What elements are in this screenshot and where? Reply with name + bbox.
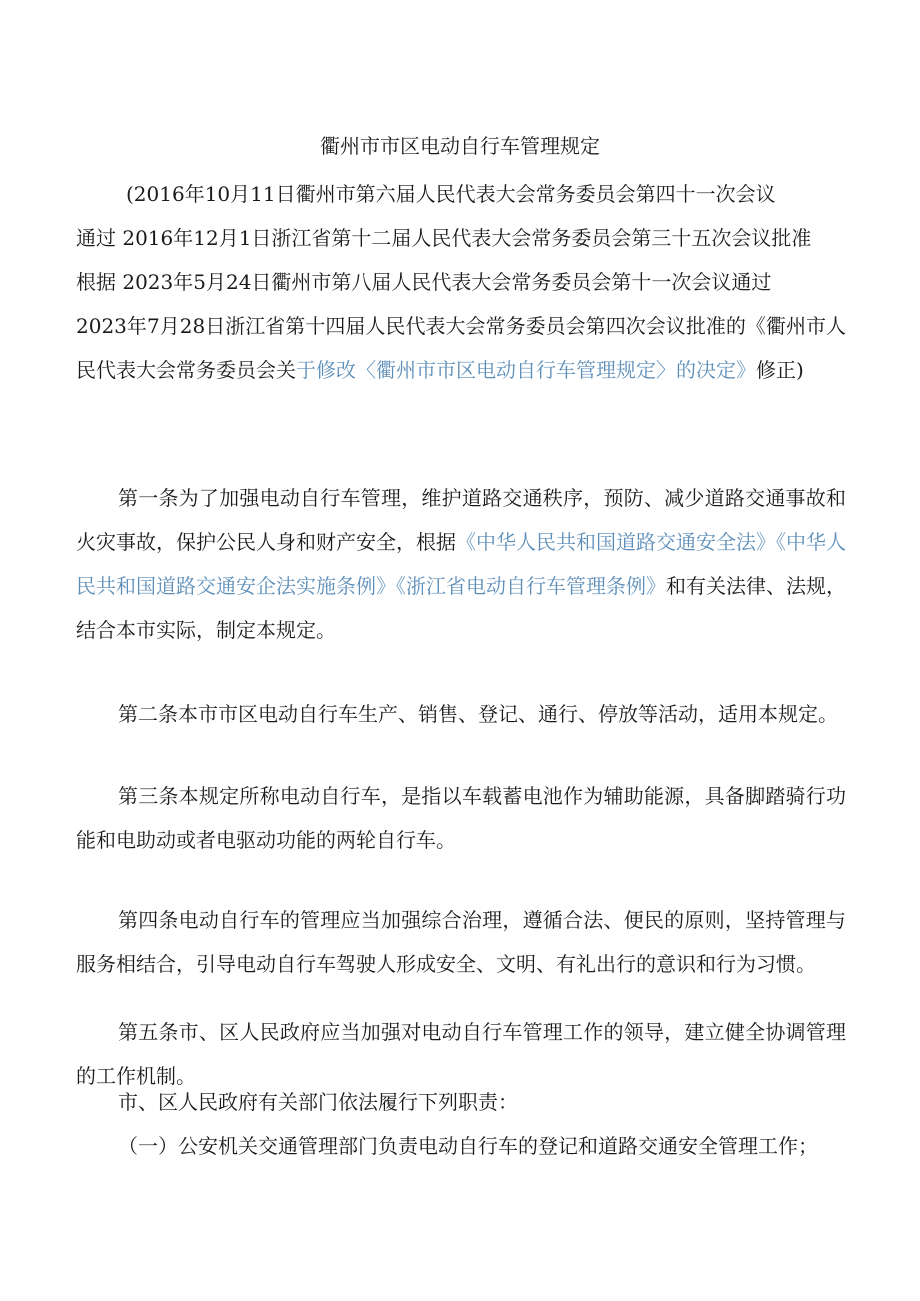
article-4: 第四条电动自行车的管理应当加强综合治理，遵循合法、便民的原则，坚持管理与服务相结合，引导电动自行车驾驶人形成安全、文明、有礼出行的意识和行为习惯。: [76, 908, 846, 976]
preamble-line-4: [76, 304, 846, 392]
document-preamble: [76, 172, 846, 392]
article-1-text-end: 和有关法律、法规，结合本市实际，制定本规定。: [76, 574, 846, 642]
amendment-decision-link[interactable]: 于修改〈衢州市市区电动自行车管理规定〉的决定》: [296, 358, 756, 382]
article-1: [76, 476, 846, 652]
article-5: 第五条市、区人民政府应当加强对电动自行车管理工作的领导，建立健全协调管理的工作机制。: [76, 1020, 846, 1088]
article-3: 第三条本规定所称电动自行车，是指以车载蓄电池作为辅助能源，具备脚踏骑行功能和电助动或者电驱动功能的两轮自行车。: [76, 784, 846, 852]
preamble-line-2: 通过 2016年12月1日浙江省第十二届人民代表大会常务委员会第三十五次会议批准: [76, 226, 812, 250]
preamble-line-1: (2016年10月11日衢州市第六届人民代表大会常务委员会第四十一次会议: [126, 182, 776, 206]
article-1-text: 第一条为了加强电动自行车管理，维护道路交通秩序，预防、减少道路交通事故和火灾事故，保护公民人身和财产安全，根据: [76, 486, 846, 554]
document-title: 衢州市市区电动自行车管理规定: [320, 134, 600, 158]
article-5-item-1: （一）公安机关交通管理部门负责电动自行车的登记和道路交通安全管理工作；: [118, 1134, 818, 1158]
preamble-text: 2023年7月28日浙江省第十四届人民代表大会常务委员会第四次会议批准的《衢州市人民代表大会常务委员会关: [76, 314, 846, 382]
preamble-text-end: 修正): [756, 358, 804, 382]
law-references-link[interactable]: 《中华人民共和国道路交通安全法》《中华人民共和国道路交通安企法实施条例》《浙江省电动自行车管理条例》: [76, 530, 846, 598]
article-2: 第二条本市市区电动自行车生产、销售、登记、通行、停放等活动，适用本规定。: [118, 702, 838, 726]
preamble-line-3: 根据 2023年5月24日衢州市第八届人民代表大会常务委员会第十一次会议通过: [76, 270, 772, 294]
article-5-duties-intro: 市、区人民政府有关部门依法履行下列职责：: [118, 1090, 518, 1114]
